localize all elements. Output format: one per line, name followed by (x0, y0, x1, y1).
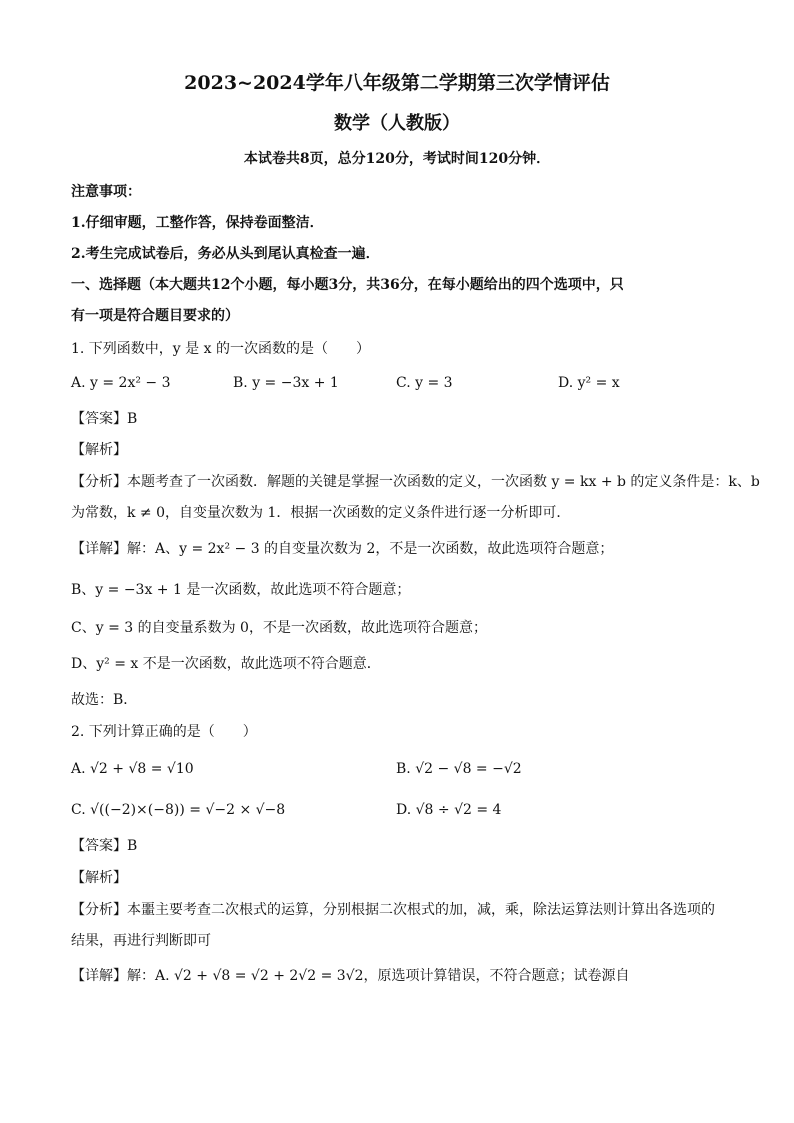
question-2-analysis-line-2: 结果，再进行判断即可 (71, 933, 211, 949)
question-2-answer: 【答案】B (71, 838, 138, 854)
question-2-option-b: B. √2 − √8 = −√2 (396, 761, 522, 777)
question-1-detail-c: C、y = 3 的自变量系数为 0，不是一次函数，故此选项符合题意； (71, 620, 487, 636)
notes-item-2: 2.考生完成试卷后，务必从头到尾认真检查一遍． (71, 246, 380, 262)
question-1-option-c: C. y = 3 (396, 375, 453, 391)
question-1-detail-a: 【详解】解：A、y = 2x² − 3 的自变量次数为 2，不是一次函数，故此选项符合题意； (71, 541, 614, 557)
question-1-detail-d: D、y² = x 不是一次函数，故此选项不符合题意． (71, 656, 381, 672)
question-1-option-a: A. y = 2x² − 3 (71, 375, 171, 391)
page-title: 2023~2024学年八年级第二学期第三次学情评估 (184, 72, 610, 94)
question-1-stem: 1. 下列函数中，y 是 x 的一次函数的是（ ） (71, 341, 370, 357)
page-subtitle: 数学（人教版） (334, 113, 460, 134)
question-2-detail: 【详解】解：A. √2 + √8 = √2 + 2√2 = 3√2，原选项计算错误，不符合题意；试卷源自 (71, 968, 630, 984)
question-2-option-d: D. √8 ÷ √2 = 4 (396, 802, 502, 818)
question-1-analysis-line-1: 【分析】本题考查了一次函数．解题的关键是掌握一次函数的定义，一次函数 y = kx + b 的定义条件是：k、b (71, 474, 760, 490)
question-1-analysis-line-2: 为常数，k ≠ 0，自变量次数为 1．根据一次函数的定义条件进行逐一分析即可． (71, 505, 571, 521)
question-2-analysis-line-1: 【分析】本噩主要考查二次根式的运算，分别根据二次根式的加，减，乘，除法运算法则计算出各选项的 (71, 902, 715, 918)
section-heading-line-1: 一、选择题（本大题共12个小题，每小题3分，共36分，在每小题给出的四个选项中，只 (71, 277, 624, 293)
question-1-answer: 【答案】B (71, 411, 138, 427)
question-2-option-a: A. √2 + √8 = √10 (71, 761, 194, 777)
question-2-stem: 2. 下列计算正确的是（ ） (71, 724, 257, 740)
question-1-conclusion: 故选：B． (71, 692, 138, 708)
question-1-detail-b: B、y = −3x + 1 是一次函数，故此选项不符合题意； (71, 582, 411, 598)
question-2-option-c: C. √((−2)×(−8)) = √−2 × √−8 (71, 802, 286, 818)
question-2-analysis-label: 【解析】 (71, 870, 127, 886)
question-1-analysis-label: 【解析】 (71, 442, 127, 458)
exam-info: 本试卷共8页，总分120分，考试时间120分钟． (243, 151, 551, 167)
notes-heading: 注意事项： (71, 184, 141, 200)
notes-item-1: 1.仔细审题，工整作答，保持卷面整洁． (71, 215, 324, 231)
section-heading-line-2: 有一项是符合题目要求的） (71, 308, 239, 324)
question-1-option-d: D. y² = x (558, 375, 620, 391)
question-1-option-b: B. y = −3x + 1 (233, 375, 339, 391)
